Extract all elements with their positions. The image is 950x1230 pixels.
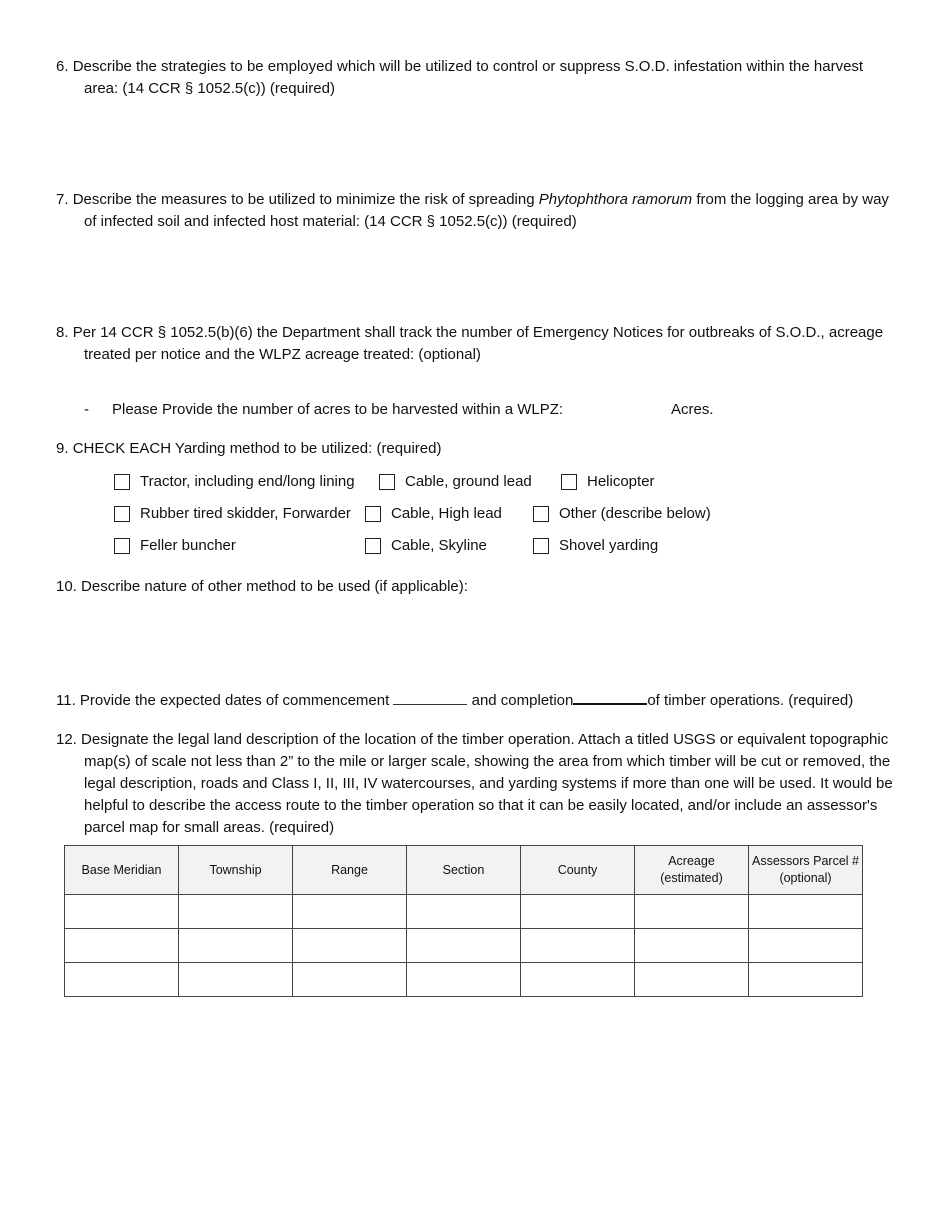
option-shovel-yarding[interactable] bbox=[533, 535, 658, 557]
question-7-number: 7. bbox=[56, 191, 69, 208]
checkbox-cable-skyline[interactable] bbox=[365, 538, 381, 554]
question-10-text: Describe nature of other method to be used (if applicable): bbox=[81, 578, 468, 595]
table-cell[interactable] bbox=[749, 929, 863, 963]
table-cell[interactable] bbox=[749, 895, 863, 929]
header-base-meridian: Base Meridian bbox=[65, 846, 179, 895]
commencement-date-field[interactable] bbox=[393, 690, 467, 705]
option-helicopter[interactable] bbox=[561, 471, 655, 493]
checkbox-shovel-yarding[interactable] bbox=[533, 538, 549, 554]
question-7-text-start: Describe the measures to be utilized to minimize the risk of spreading bbox=[72, 191, 539, 208]
table-cell[interactable] bbox=[293, 963, 407, 997]
option-cable-ground-lead[interactable] bbox=[379, 471, 532, 493]
checkbox-other[interactable] bbox=[533, 506, 549, 522]
question-6 bbox=[56, 56, 901, 100]
table-cell[interactable] bbox=[65, 929, 179, 963]
option-feller-buncher-label: Feller buncher bbox=[140, 537, 236, 554]
table-row bbox=[65, 929, 863, 963]
question-7-species: Phytophthora ramorum bbox=[538, 191, 693, 208]
table-cell[interactable] bbox=[179, 895, 293, 929]
question-12-number: 12. bbox=[56, 731, 77, 748]
option-tractor-label: Tractor, including end/long lining bbox=[140, 473, 355, 490]
legal-description-table bbox=[64, 845, 863, 997]
option-helicopter-label: Helicopter bbox=[587, 473, 655, 490]
checkbox-helicopter[interactable] bbox=[561, 474, 577, 490]
question-11 bbox=[56, 689, 901, 712]
yarding-row-2 bbox=[0, 503, 950, 525]
table-cell[interactable] bbox=[749, 963, 863, 997]
question-7-text-end: from the logging area by way of infected soil and infected host material: (14 CCR § 1052.5(c)) (required) bbox=[84, 191, 889, 230]
table-cell[interactable] bbox=[293, 929, 407, 963]
checkbox-feller-buncher[interactable] bbox=[114, 538, 130, 554]
table-row bbox=[65, 963, 863, 997]
option-rubber-tired-skidder[interactable] bbox=[114, 503, 351, 525]
header-range: Range bbox=[293, 846, 407, 895]
option-cable-ground-lead-label: Cable, ground lead bbox=[405, 473, 532, 490]
header-acreage: Acreage (estimated) bbox=[635, 846, 749, 895]
option-shovel-yarding-label: Shovel yarding bbox=[559, 537, 659, 554]
option-cable-high-lead[interactable] bbox=[365, 503, 502, 525]
question-6-text: Describe the strategies to be employed which will be utilized to control or suppress S.O.D. infestation within the harvest area: (14 CCR § 1052.5(c)) (required) bbox=[72, 58, 864, 97]
question-7 bbox=[56, 189, 901, 233]
question-9-text: CHECK EACH Yarding method to be utilized: (required) bbox=[72, 440, 442, 457]
question-11-number: 11. bbox=[56, 692, 76, 709]
question-10-number: 10. bbox=[56, 578, 77, 595]
table-cell[interactable] bbox=[179, 929, 293, 963]
question-12 bbox=[56, 729, 898, 839]
checkbox-tractor[interactable] bbox=[114, 474, 130, 490]
yarding-row-1 bbox=[0, 471, 950, 493]
table-cell[interactable] bbox=[179, 963, 293, 997]
checkbox-cable-ground-lead[interactable] bbox=[379, 474, 395, 490]
option-cable-high-lead-label: Cable, High lead bbox=[391, 505, 502, 522]
option-rubber-tired-skidder-label: Rubber tired skidder, Forwarder bbox=[140, 505, 351, 522]
wlpz-acres-line bbox=[84, 399, 714, 421]
table-cell[interactable] bbox=[521, 895, 635, 929]
question-8 bbox=[56, 322, 901, 366]
table-cell[interactable] bbox=[407, 929, 521, 963]
completion-date-field[interactable] bbox=[573, 689, 647, 705]
table-cell[interactable] bbox=[521, 929, 635, 963]
question-10 bbox=[56, 576, 901, 598]
table-cell[interactable] bbox=[407, 963, 521, 997]
question-11-text-3: of timber operations. (required) bbox=[647, 692, 854, 709]
table-cell[interactable] bbox=[521, 963, 635, 997]
question-8-number: 8. bbox=[56, 324, 69, 341]
table-cell[interactable] bbox=[635, 895, 749, 929]
wlpz-acres-prompt: Please Provide the number of acres to be harvested within a WLPZ: bbox=[112, 401, 564, 418]
question-8-text: Per 14 CCR § 1052.5(b)(6) the Department shall track the number of Emergency Notices for outbreaks of S.O.D., acreage treated per notice and the WLPZ acreage treated: (optional) bbox=[72, 324, 884, 363]
question-9 bbox=[56, 438, 901, 460]
option-cable-skyline[interactable] bbox=[365, 535, 487, 557]
question-11-text-2: and completion bbox=[471, 692, 574, 709]
bullet-dash: - bbox=[84, 401, 89, 418]
option-other-label: Other (describe below) bbox=[559, 505, 711, 522]
header-section: Section bbox=[407, 846, 521, 895]
table-cell[interactable] bbox=[293, 895, 407, 929]
option-cable-skyline-label: Cable, Skyline bbox=[391, 537, 487, 554]
checkbox-cable-high-lead[interactable] bbox=[365, 506, 381, 522]
header-township: Township bbox=[179, 846, 293, 895]
table-cell[interactable] bbox=[65, 895, 179, 929]
table-cell[interactable] bbox=[635, 963, 749, 997]
header-county: County bbox=[521, 846, 635, 895]
question-9-number: 9. bbox=[56, 440, 69, 457]
table-row bbox=[65, 895, 863, 929]
acres-label: Acres. bbox=[671, 401, 714, 418]
table-cell[interactable] bbox=[635, 929, 749, 963]
checkbox-rubber-tired-skidder[interactable] bbox=[114, 506, 130, 522]
option-tractor[interactable] bbox=[114, 471, 355, 493]
question-6-number: 6. bbox=[56, 58, 69, 75]
table-cell[interactable] bbox=[65, 963, 179, 997]
question-12-text: Designate the legal land description of the location of the timber operation. Attach a titled USGS or equivalent topographic map(s) of scale not less than 2” to the mile or larger scale, showing the area from which timber will be cut or removed, the legal description, roads and Class I, II, III, IV watercourses, and yarding systems if more than one will be used. It would be helpful to describe the access route to the timber operation so that it can be easily located, and/or include an assessor's parcel map for small areas. (required) bbox=[81, 731, 893, 836]
option-feller-buncher[interactable] bbox=[114, 535, 236, 557]
header-assessors-parcel: Assessors Parcel # (optional) bbox=[749, 846, 863, 895]
table-cell[interactable] bbox=[407, 895, 521, 929]
question-11-text-1: Provide the expected dates of commencement bbox=[79, 692, 390, 709]
table-header-row bbox=[65, 846, 863, 895]
option-other[interactable] bbox=[533, 503, 711, 525]
yarding-row-3 bbox=[0, 535, 950, 557]
